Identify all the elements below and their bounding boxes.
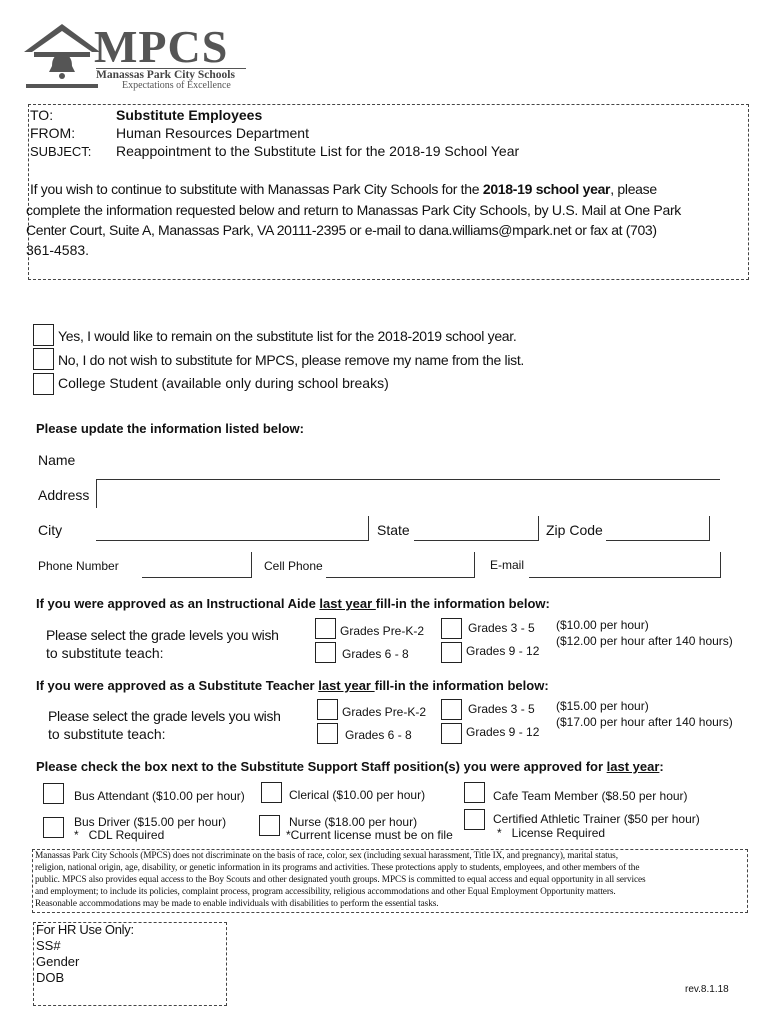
teacher-prompt-2: to substitute teach: (48, 726, 166, 742)
state-label: State (377, 522, 410, 538)
nurse-checkbox[interactable] (259, 815, 280, 836)
phone-field-edge (251, 552, 252, 578)
teacher-35-label: Grades 3 - 5 (468, 702, 535, 716)
support-heading (36, 759, 664, 774)
teacher-heading (36, 678, 549, 693)
support-heading-underlined: last year (606, 759, 660, 774)
intro-year: 2018-19 school year (482, 181, 611, 197)
hr-gender-label: Gender (36, 954, 80, 969)
bus-driver-label: Bus Driver ($15.00 per hour) (74, 815, 227, 829)
aide-prompt-2: to substitute teach: (46, 645, 164, 661)
clerical-label: Clerical ($10.00 per hour) (289, 788, 426, 802)
state-field-edge (538, 516, 539, 541)
email-label: E-mail (490, 558, 525, 572)
aide-heading-a: If you were approved as an Instructional Aide (36, 596, 320, 611)
support-heading-b: : (659, 759, 664, 774)
teacher-912-checkbox[interactable] (441, 723, 462, 744)
teacher-heading-underlined: last year (318, 678, 375, 693)
nurse-label: Nurse ($18.00 per hour) (289, 815, 418, 829)
intro-line-3: Center Court, Suite A, Manassas Park, VA 20111-2395 or e-mail to dana.williams@mpark.net or fax at (703) (26, 222, 657, 238)
hr-dob-label: DOB (36, 970, 65, 985)
city-label: City (38, 522, 63, 538)
to-label: TO: (30, 107, 54, 123)
update-heading: Please update the information listed below: (36, 421, 304, 436)
address-label: Address (38, 487, 90, 503)
aide-rate-2: ($12.00 per hour after 140 hours) (556, 634, 733, 648)
cell-field-edge (474, 552, 475, 578)
intro-line-1 (30, 181, 657, 197)
teacher-912-label: Grades 9 - 12 (466, 725, 540, 739)
bus-driver-note: * CDL Required (74, 828, 165, 842)
yes-remain-checkbox[interactable] (33, 324, 54, 346)
revision: rev.8.1.18 (685, 984, 729, 995)
state-field[interactable] (414, 540, 538, 541)
name-label: Name (38, 452, 76, 468)
no-remove-label: No, I do not wish to substitute for MPCS, please remove my name from the list. (58, 352, 525, 368)
disclaimer-line-2: religion, national origin, age, disability, or genetic information in its programs and activities. These protections apply to students, employees, and other members of the (35, 863, 640, 873)
tagline: Expectations of Excellence (122, 80, 231, 91)
email-field[interactable] (529, 577, 720, 578)
from-label: FROM: (30, 125, 76, 141)
disclaimer-line-3: public. MPCS also provides equal access to the Boy Scouts and other designated youth groups. MPCS is committed to equal access and equal opportunity in all services (35, 875, 646, 885)
teacher-heading-a: If you were approved as a Substitute Teacher (36, 678, 319, 693)
hr-title: For HR Use Only: (36, 922, 134, 937)
aide-heading-underlined: last year (319, 596, 376, 611)
from-value: Human Resources Department (116, 125, 309, 141)
aide-35-checkbox[interactable] (441, 618, 462, 639)
teacher-prompt-1: Please select the grade levels you wish (48, 708, 281, 724)
phone-label: Phone Number (38, 559, 119, 573)
intro-line-1a: If you wish to continue to substitute with Manassas Park City Schools for the (30, 181, 483, 197)
hr-ss-label: SS# (36, 938, 61, 953)
bus-attendant-checkbox[interactable] (43, 783, 64, 804)
cafe-label: Cafe Team Member ($8.50 per hour) (493, 789, 688, 803)
aide-68-checkbox[interactable] (315, 642, 336, 663)
clerical-checkbox[interactable] (261, 782, 282, 803)
disclaimer-line-1: Manassas Park City Schools (MPCS) does not discriminate on the basis of race, color, sex (including sexual harassment, Title IX, and pregnancy), marital status, (35, 851, 618, 861)
cafe-checkbox[interactable] (464, 782, 485, 803)
cell-field[interactable] (326, 577, 474, 578)
aide-68-label: Grades 6 - 8 (342, 647, 409, 661)
schoolhouse-bell-icon (22, 22, 102, 92)
to-value: Substitute Employees (116, 107, 263, 123)
teacher-68-checkbox[interactable] (317, 723, 338, 744)
org-name: Manassas Park City Schools (96, 69, 235, 81)
no-remove-checkbox[interactable] (33, 348, 54, 370)
athletic-trainer-checkbox[interactable] (464, 809, 485, 830)
intro-line-4: 361-4583. (26, 242, 90, 258)
email-field-edge (720, 552, 721, 578)
zip-field-edge (709, 516, 710, 541)
yes-remain-label: Yes, I would like to remain on the substitute list for the 2018-2019 school year. (58, 328, 517, 344)
bus-driver-checkbox[interactable] (43, 817, 64, 838)
disclaimer-line-4: and employment; to include its policies, complaint process, program accessibility, religious accommodations and other Equal Employment Opportunity matters. (35, 887, 616, 897)
address-field-edge (96, 480, 97, 508)
logo (22, 22, 252, 92)
city-field[interactable] (96, 540, 368, 541)
teacher-heading-b: fill-in the information below: (374, 678, 549, 693)
cell-label: Cell Phone (264, 559, 323, 573)
aide-prek2-checkbox[interactable] (315, 618, 336, 639)
aide-35-label: Grades 3 - 5 (468, 621, 535, 635)
subject-value: Reappointment to the Substitute List for the 2018-19 School Year (116, 143, 520, 159)
aide-prompt-1: Please select the grade levels you wish (46, 627, 279, 643)
athletic-trainer-note: * License Required (497, 826, 606, 840)
athletic-trainer-label: Certified Athletic Trainer ($50 per hour) (493, 812, 700, 826)
aide-912-label: Grades 9 - 12 (466, 644, 540, 658)
support-heading-a: Please check the box next to the Substitute Support Staff position(s) you were approved for (36, 759, 607, 774)
teacher-rate-2: ($17.00 per hour after 140 hours) (556, 715, 733, 729)
college-student-label: College Student (available only during school breaks) (58, 375, 389, 391)
college-student-checkbox[interactable] (33, 373, 54, 395)
disclaimer-line-5: Reasonable accommodations may be made to enable individuals with disabilities to perform the essential tasks. (35, 899, 439, 909)
logo-letters: MPCS (94, 21, 229, 72)
intro-line-2: complete the information requested below and return to Manassas Park City Schools, by U.S. Mail at One Park (26, 202, 682, 218)
aide-heading (36, 596, 550, 611)
phone-field[interactable] (142, 577, 251, 578)
teacher-prek2-label: Grades Pre-K-2 (342, 705, 427, 719)
teacher-rate-1: ($15.00 per hour) (556, 699, 649, 713)
aide-heading-b: fill-in the information below: (375, 596, 550, 611)
subject-label: SUBJECT: (30, 144, 92, 159)
teacher-35-checkbox[interactable] (441, 699, 462, 720)
bus-attendant-label: Bus Attendant ($10.00 per hour) (74, 789, 245, 803)
city-field-edge (368, 516, 369, 541)
address-field[interactable] (96, 479, 720, 480)
aide-912-checkbox[interactable] (441, 642, 462, 663)
intro-line-1b: , please (610, 181, 657, 197)
teacher-prek2-checkbox[interactable] (317, 699, 338, 720)
aide-rate-1: ($10.00 per hour) (556, 618, 649, 632)
teacher-68-label: Grades 6 - 8 (345, 728, 412, 742)
zip-field[interactable] (606, 540, 709, 541)
zip-label: Zip Code (546, 522, 603, 538)
aide-prek2-label: Grades Pre-K-2 (340, 624, 425, 638)
nurse-note: *Current license must be on file (286, 828, 453, 842)
